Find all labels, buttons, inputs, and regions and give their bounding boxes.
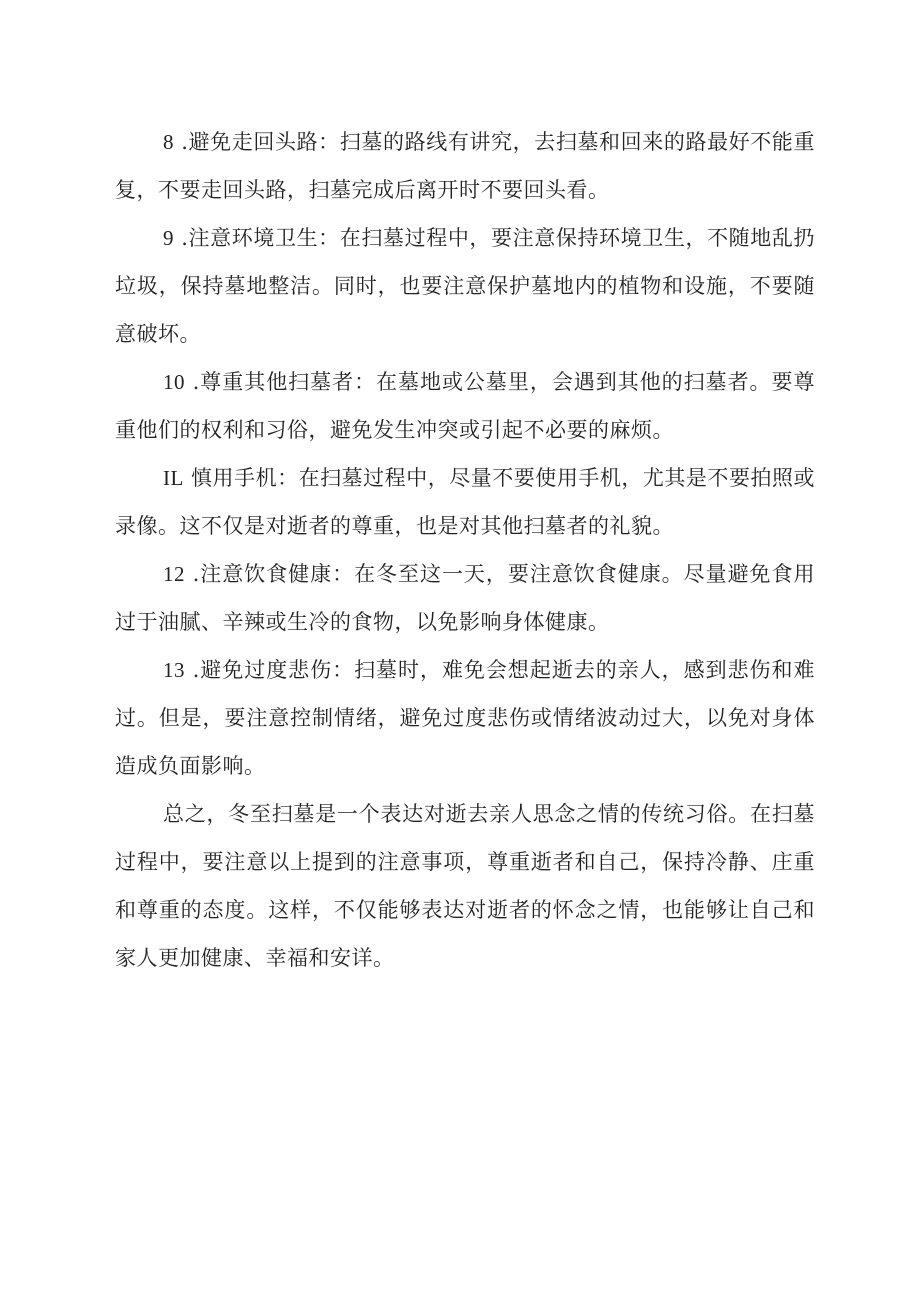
paragraph-number: 12 <box>163 562 185 586</box>
paragraph-item-11 <box>115 454 815 550</box>
paragraph-text: .避免过度悲伤：扫墓时，难免会想起逝去的亲人，感到悲伤和难过。但是，要注意控制情绪，避免过度悲伤或情绪波动过大，以免对身体造成负面影响。 <box>115 658 815 778</box>
paragraph-number: 10 <box>163 370 185 394</box>
document-body <box>115 118 815 982</box>
paragraph-text: .尊重其他扫墓者：在墓地或公墓里，会遇到其他的扫墓者。要尊重他们的权利和习俗，避免发生冲突或引起不必要的麻烦。 <box>115 370 815 442</box>
paragraph-number: 13 <box>163 658 185 682</box>
paragraph-text: .注意环境卫生：在扫墓过程中，要注意保持环境卫生，不随地乱扔垃圾，保持墓地整洁。同时，也要注意保护墓地内的植物和设施，不要随意破坏。 <box>115 226 815 346</box>
paragraph-number: 9 <box>163 226 174 250</box>
paragraph-item-12 <box>115 550 815 646</box>
paragraph-number: 8 <box>163 130 174 154</box>
paragraph-text: 慎用手机：在扫墓过程中，尽量不要使用手机，尤其是不要拍照或录像。这不仅是对逝者的尊重，也是对其他扫墓者的礼貌。 <box>115 466 815 538</box>
paragraph-item-10 <box>115 358 815 454</box>
paragraph-text: .避免走回头路：扫墓的路线有讲究，去扫墓和回来的路最好不能重复，不要走回头路，扫墓完成后离开时不要回头看。 <box>115 130 815 202</box>
paragraph-item-8 <box>115 118 815 214</box>
paragraph-item-13 <box>115 646 815 790</box>
paragraph-number: IL <box>163 466 184 490</box>
paragraph-text: .注意饮食健康：在冬至这一天，要注意饮食健康。尽量避免食用过于油腻、辛辣或生冷的食物，以免影响身体健康。 <box>115 562 815 634</box>
conclusion-paragraph: 总之，冬至扫墓是一个表达对逝去亲人思念之情的传统习俗。在扫墓过程中，要注意以上提到的注意事项，尊重逝者和自己，保持冷静、庄重和尊重的态度。这样，不仅能够表达对逝者的怀念之情，也能够让自己和家人更加健康、幸福和安详。 <box>115 802 815 970</box>
paragraph-item-9 <box>115 214 815 358</box>
